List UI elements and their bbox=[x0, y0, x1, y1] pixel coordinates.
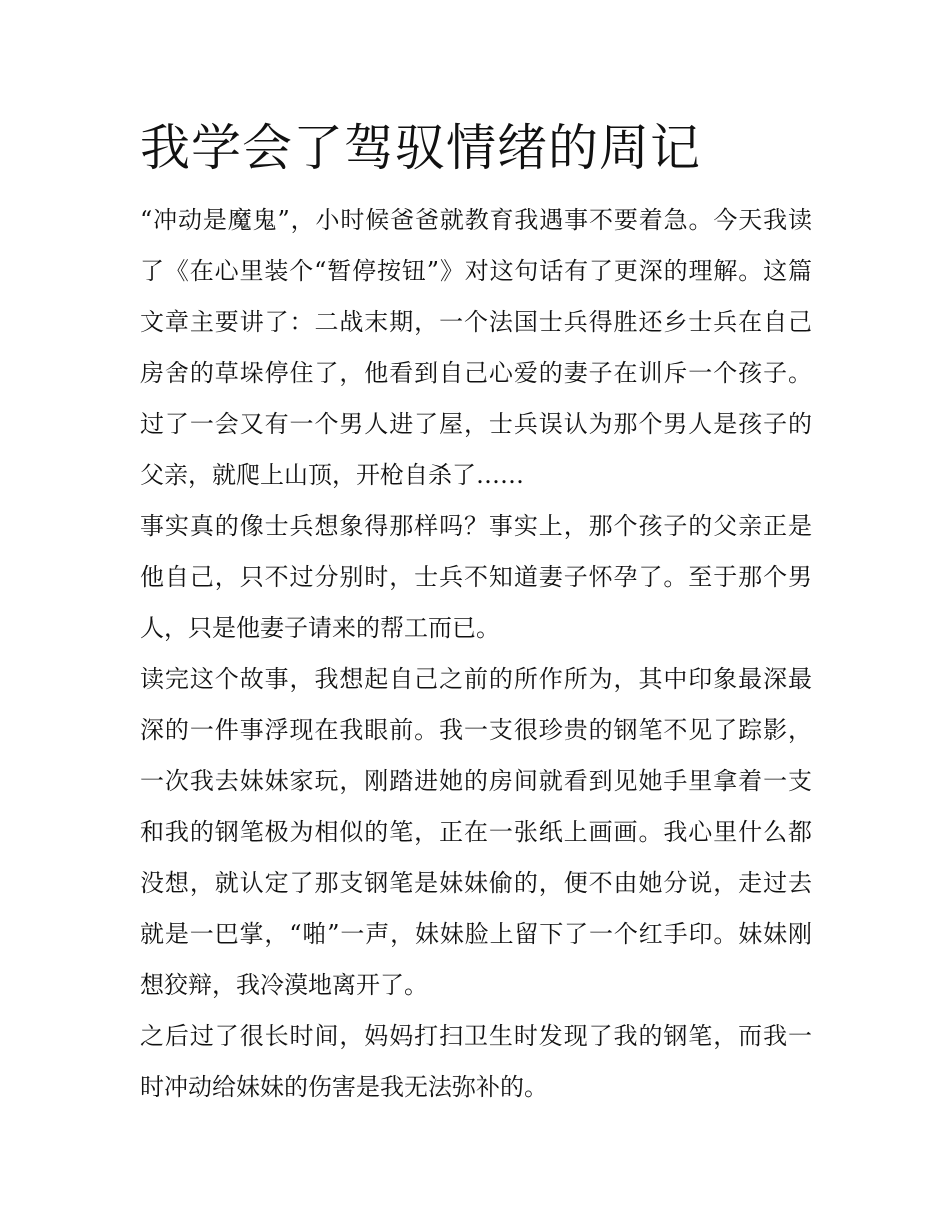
text-line: 读完这个故事，我想起自己之前的所作所为，其中印象最深最 bbox=[140, 665, 812, 693]
text-line: 没想，就认定了那支钢笔是妹妹偷的，便不由她分说，走过去 bbox=[140, 869, 812, 897]
text-line: 文章主要讲了：二战末期，一个法国士兵得胜还乡士兵在自己 bbox=[140, 308, 812, 336]
document-body bbox=[140, 195, 812, 1113]
text-line: 就是一巴掌，“啪”一声，妹妹脸上留下了一个红手印。妹妹刚 bbox=[140, 920, 812, 948]
paragraph-2 bbox=[140, 501, 812, 654]
paragraph-1 bbox=[140, 195, 812, 501]
text-line: 和我的钢笔极为相似的笔，正在一张纸上画画。我心里什么都 bbox=[140, 818, 812, 846]
text-line: 深的一件事浮现在我眼前。我一支很珍贵的钢笔不见了踪影， bbox=[140, 716, 812, 744]
text-line: 事实真的像士兵想象得那样吗？事实上，那个孩子的父亲正是 bbox=[140, 512, 812, 540]
text-line: “冲动是魔鬼”，小时候爸爸就教育我遇事不要着急。今天我读 bbox=[140, 206, 812, 234]
text-line: 之后过了很长时间，妈妈打扫卫生时发现了我的钢笔，而我一 bbox=[140, 1022, 812, 1050]
text-line: 房舍的草垛停住了，他看到自己心爱的妻子在训斥一个孩子。 bbox=[140, 359, 812, 387]
paragraph-3 bbox=[140, 654, 812, 1011]
text-line: 过了一会又有一个男人进了屋，士兵误认为那个男人是孩子的 bbox=[140, 410, 812, 438]
text-line: 想狡辩，我冷漠地离开了。 bbox=[140, 971, 428, 999]
text-line: 他自己，只不过分别时，士兵不知道妻子怀孕了。至于那个男 bbox=[140, 563, 812, 591]
text-line: 一次我去妹妹家玩，刚踏进她的房间就看到见她手里拿着一支 bbox=[140, 767, 812, 795]
text-line: 人，只是他妻子请来的帮工而已。 bbox=[140, 614, 500, 642]
paragraph-4 bbox=[140, 1011, 812, 1113]
text-line: 父亲，就爬上山顶，开枪自杀了…… bbox=[140, 461, 524, 489]
document-title: 我学会了驾驭情绪的周记 bbox=[140, 119, 701, 177]
text-line: 时冲动给妹妹的伤害是我无法弥补的。 bbox=[140, 1073, 548, 1101]
text-line: 了《在心里装个“暂停按钮”》对这句话有了更深的理解。这篇 bbox=[140, 257, 812, 285]
